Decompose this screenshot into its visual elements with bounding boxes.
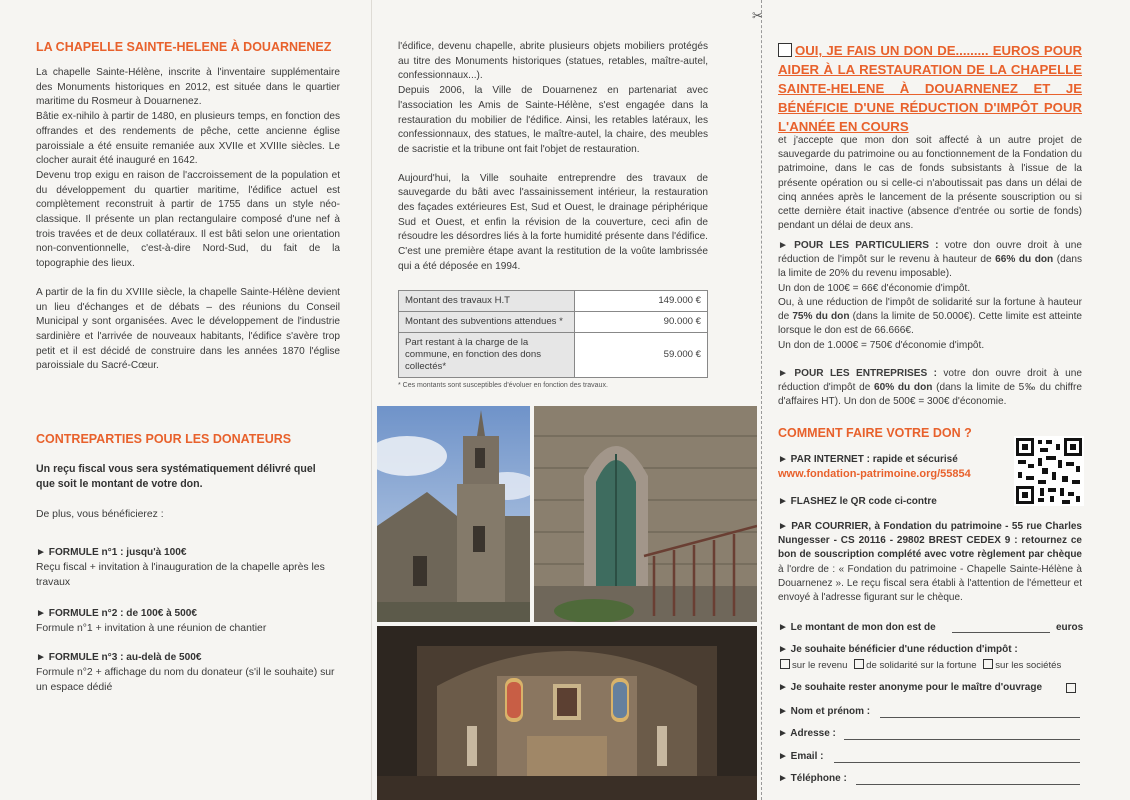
- particuliers-lead: ► POUR LES PARTICULIERS :: [778, 240, 939, 251]
- formula-2-text: Formule n°1 + invitation à une réunion de chantier: [36, 623, 267, 634]
- isf-text: [778, 296, 1082, 339]
- particuliers-example: Un don de 100€ = 66€ d'économie d'impôt.: [778, 283, 971, 294]
- formula-1-title: ► FORMULE n°1 : jusqu'à 100€: [36, 547, 187, 558]
- left-panel: [0, 0, 372, 800]
- isf-c: (dans la limite de 50.000€). Cette limite est atteinte lorsque le don est de 66.666€.: [778, 311, 1082, 337]
- checkbox-revenu[interactable]: [780, 659, 790, 669]
- donation-url[interactable]: www.fondation-patrimoine.org/55854: [778, 468, 971, 480]
- entreprises-lead: ► POUR LES ENTREPRISES :: [778, 368, 937, 379]
- donation-checkbox[interactable]: [778, 43, 792, 57]
- restauration-para: Depuis 2006, la Ville de Douarnenez en partenariat avec l'association les Amis de Sainte-Hélène, s'est engagée dans la restauration du mobilier de l'édifice. Ainsi, les retables latéraux, les confessionnaux, des statues, le maître-autel, la chaire, des meubles de sacristie et la tribune ont fait l'objet de restauration.: [398, 85, 708, 155]
- entreprises-a: votre don ouvre droit à une réduction d'impôt de: [778, 368, 1082, 394]
- courrier-bold: ► PAR COURRIER, à Fondation du patrimoine - 55 rue Charles Nungesser - CS 20116 - 29802 BREST CEDEX 9 : retournez ce bon de souscription complété avec votre règlement par chèque: [778, 521, 1082, 561]
- table-row: [399, 333, 708, 378]
- phone-label: ► Téléphone :: [778, 773, 847, 784]
- donation-form-panel: [760, 0, 1130, 800]
- checkbox-societes[interactable]: [983, 659, 993, 669]
- history-para-3: Devenu trop exigu en raison de l'accroissement de la population et du développement du quartier maritime, l'édifice actuel est complètement reconstruit à partir de 1755 dans un style néo-classique. Il présente un plan rectangulaire composé d'une nef à trois travées et de deux collatéraux. Il est bâti selon une orientation non-conventionnelle, c'est-à-dire Nord-Sud, du fait de la topographie des lieux.: [36, 169, 340, 270]
- courrier-rest: à l'ordre de : « Fondation du patrimoine - Chapelle Sainte-Hélène à Douarnenez ». Le reçu fiscal sera établi à l'attention de l'émetteur et envoyé à l'adresse figurant sur le chèque.: [778, 563, 1082, 604]
- cost-label: Montant des subventions attendues *: [399, 312, 575, 333]
- email-input[interactable]: [834, 762, 1080, 763]
- middle-panel: [372, 0, 760, 800]
- formula-3-text: Formule n°2 + affichage du nom du donateur (s'il le souhaite) sur un espace dédié: [36, 667, 335, 693]
- chapel-title: LA CHAPELLE SAINTE-HELENE À DOUARNENEZ: [36, 40, 332, 54]
- opt-revenu: sur le revenu: [792, 660, 848, 671]
- euros-label: euros: [1056, 622, 1084, 633]
- de-plus-text: De plus, vous bénéficierez :: [36, 509, 164, 520]
- checkbox-anonymous[interactable]: [1066, 683, 1076, 693]
- isf-example: Un don de 1.000€ = 750€ d'économie d'impôt.: [778, 340, 985, 351]
- cost-label: Montant des travaux H.T: [399, 291, 575, 312]
- particuliers-a: votre don ouvre droit à une réduction de l'impôt sur le revenu à hauteur de: [778, 240, 1082, 266]
- mobilier-para: l'édifice, devenu chapelle, abrite plusieurs objets mobiliers protégés au titre des Monuments historiques (statues, retables, maître-autel, confessionnaux...).: [398, 41, 708, 82]
- chapel-interior-photo: [377, 626, 757, 800]
- donation-title: [778, 41, 1082, 136]
- history-para-1: La chapelle Sainte-Hélène, inscrite à l'inventaire supplémentaire des Monuments historiques en 2012, est située dans le quartier maritime du Rosmeur à Douarnenez.: [36, 67, 340, 108]
- scissors-icon: ✂: [752, 8, 763, 23]
- particuliers-b: 66% du don: [995, 254, 1054, 266]
- internet-text: ► PAR INTERNET : rapide et sécurisé: [778, 454, 958, 465]
- howto-title: COMMENT FAIRE VOTRE DON ?: [778, 426, 972, 440]
- checkbox-fortune[interactable]: [854, 659, 864, 669]
- formula-2-title: ► FORMULE n°2 : de 100€ à 500€: [36, 608, 198, 619]
- opt-societes: sur les sociétés: [995, 660, 1062, 671]
- formula-1-text: Reçu fiscal + invitation à l'inauguration de la chapelle après les travaux: [36, 562, 325, 588]
- amount-input[interactable]: [952, 632, 1050, 633]
- costs-note: * Ces montants sont susceptibles d'évoluer en fonction des travaux.: [398, 382, 608, 389]
- entreprises-b: 60% du don: [874, 382, 933, 394]
- table-row: [399, 312, 708, 333]
- chapel-history: [36, 66, 340, 374]
- anonymous-label: ► Je souhaite rester anonyme pour le maître d'ouvrage: [778, 682, 1043, 693]
- qr-code-icon[interactable]: [1014, 436, 1084, 506]
- accept-text: et j'accepte que mon don soit affecté à un autre projet de sauvegarde du patrimoine ou au fonctionnement de la Fondation du patrimoine, dans le cas de fonds subsistants à l'issue de la présente opération ou si celle-ci n'aboutissait pas dans un délai de cinq années après le lancement de la présente souscription ou si cette dernière était inactive (absence d'entrée ou sortie de fonds) pendant un délai de deux ans.: [778, 135, 1082, 232]
- cost-label: Part restant à la charge de la commune, en fonction des dons collectés*: [399, 333, 575, 378]
- cost-value: 149.000 €: [575, 291, 708, 312]
- amount-label: ► Le montant de mon don est de: [778, 622, 936, 633]
- costs-table: [398, 290, 708, 378]
- entreprises-text: [778, 367, 1082, 410]
- history-para-4: A partir de la fin du XVIIIe siècle, la chapelle Sainte-Hélène devient un lieu d'échanges et de débats – des réunions du Conseil Municipal y sont organisées. Avec le développement de l'industrie sardinière et l'arrivée de nouveaux habitants, l'édifice s'avère trop petit et il est décidé de construire dans les années 1870 l'église paroissiale du Sacré-Cœur.: [36, 286, 340, 372]
- entreprises-c: (dans la limite de 5‰ du chiffre d'affaires HT). Un don de 500€ = 300€ d'économie.: [778, 382, 1083, 408]
- reduction-label: ► Je souhaite bénéficier d'une réduction d'impôt :: [778, 644, 1018, 655]
- history-para-2: Bâtie ex-nihilo à partir de 1480, en plusieurs temps, en fonction des offrandes et des rendements de pêche, cette ancienne église paroissiale a été ensuite remaniée aux XVIIe et XVIIIe siècles. Le clocher aurait été inauguré en 1642.: [36, 111, 340, 167]
- phone-input[interactable]: [856, 784, 1080, 785]
- email-label: ► Email :: [778, 751, 824, 762]
- costs-table-wrap: [398, 290, 708, 389]
- flash-text: ► FLASHEZ le QR code ci-contre: [778, 496, 937, 507]
- travaux-para: Aujourd'hui, la Ville souhaite entreprendre des travaux de sauvegarde du bâti avec l'assainissement intérieur, la restauration des façades extérieures Est, Sud et Ouest, le drainage périphérique Sud et Ouest, et enfin la révision de la couverture, ceci afin de résoudre les désordres liés à la forte humidité présente dans l'édifice. C'est une première étape avant la restitution de la voûte lambrissée qui a été déposée en 1994.: [398, 172, 708, 272]
- isf-a: Ou, à une réduction de l'impôt de solidarité sur la fortune à hauteur de: [778, 297, 1082, 323]
- counterparts-title: CONTREPARTIES POUR LES DONATEURS: [36, 432, 292, 446]
- cost-value: 90.000 €: [575, 312, 708, 333]
- formula-3-title: ► FORMULE n°3 : au-delà de 500€: [36, 652, 202, 663]
- bell-tower-photo: [377, 406, 530, 622]
- middle-text: [398, 40, 708, 275]
- opt-fortune: de solidarité sur la fortune: [866, 660, 977, 671]
- chapel-door-photo: [534, 406, 757, 622]
- fiscal-receipt-text: Un reçu fiscal vous sera systématiquement délivré quel que soit le montant de votre don.: [36, 463, 316, 490]
- courrier-text: [778, 520, 1082, 605]
- isf-b: 75% du don: [792, 311, 850, 323]
- address-label: ► Adresse :: [778, 728, 836, 739]
- donation-title-text: OUI, JE FAIS UN DON DE......... EUROS POUR AIDER À LA RESTAURATION DE LA CHAPELLE SAINTE-HELENE À DOUARNENEZ ET JE BÉNÉFICIE D'UNE RÉDUCTION D'IMPÔT POUR L'ANNÉE EN COURS: [778, 43, 1082, 134]
- name-input[interactable]: [880, 717, 1080, 718]
- table-row: [399, 291, 708, 312]
- particuliers-c: (dans la limite de 20% du revenu imposable).: [778, 254, 1082, 280]
- address-input[interactable]: [844, 739, 1080, 740]
- particuliers-text: [778, 239, 1082, 282]
- name-label: ► Nom et prénom :: [778, 706, 871, 717]
- cost-value: 59.000 €: [575, 333, 708, 378]
- tax-options: [780, 659, 1061, 671]
